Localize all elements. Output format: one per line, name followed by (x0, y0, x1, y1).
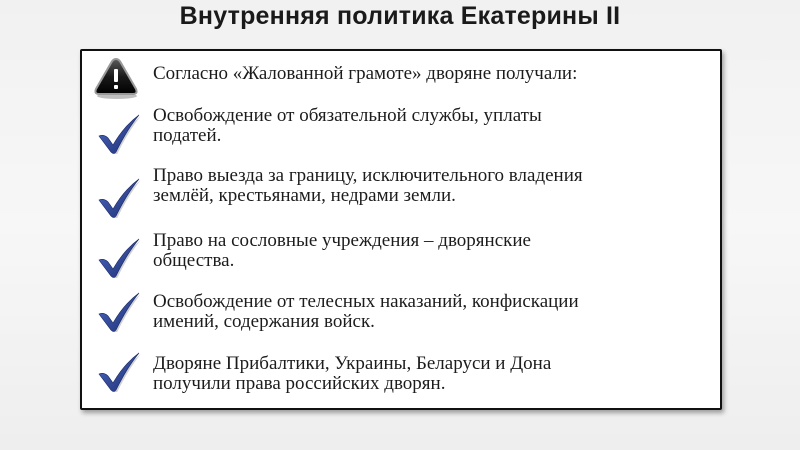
list-item (153, 354, 723, 394)
warning-icon (92, 56, 140, 100)
checkmark-icon (96, 112, 142, 154)
list-item-line1: Освобождение от телесных наказаний, конфискации (153, 291, 579, 312)
checkmark-icon (96, 290, 142, 332)
list-item-line2: получили права российских дворян. (153, 373, 446, 394)
list-item-line1: Право на сословные учреждения – дворянские (153, 230, 531, 251)
list-item-line2: землёй, крестьянами, недрами земли. (153, 185, 456, 206)
list-item (153, 292, 723, 332)
checkmark-icon (96, 176, 142, 218)
intro-text: Согласно «Жалованной грамоте» дворяне получали: (153, 63, 578, 84)
list-item-line1: Освобождение от обязательной службы, уплаты (153, 105, 542, 126)
slide-title: Внутренняя политика Екатерины II (179, 2, 621, 30)
list-item-line2: податей. (153, 125, 222, 146)
list-item-line1: Дворяне Прибалтики, Украины, Беларуси и Дона (153, 353, 552, 374)
list-item (153, 106, 723, 146)
checkmark-icon (96, 350, 142, 392)
list-item (153, 231, 723, 271)
list-item-line2: имений, содержания войск. (153, 311, 375, 332)
list-item-line1: Право выезда за границу, исключительного владения (153, 165, 583, 186)
list-item-line2: общества. (153, 250, 235, 271)
list-item (153, 166, 723, 206)
checkmark-icon (96, 236, 142, 278)
